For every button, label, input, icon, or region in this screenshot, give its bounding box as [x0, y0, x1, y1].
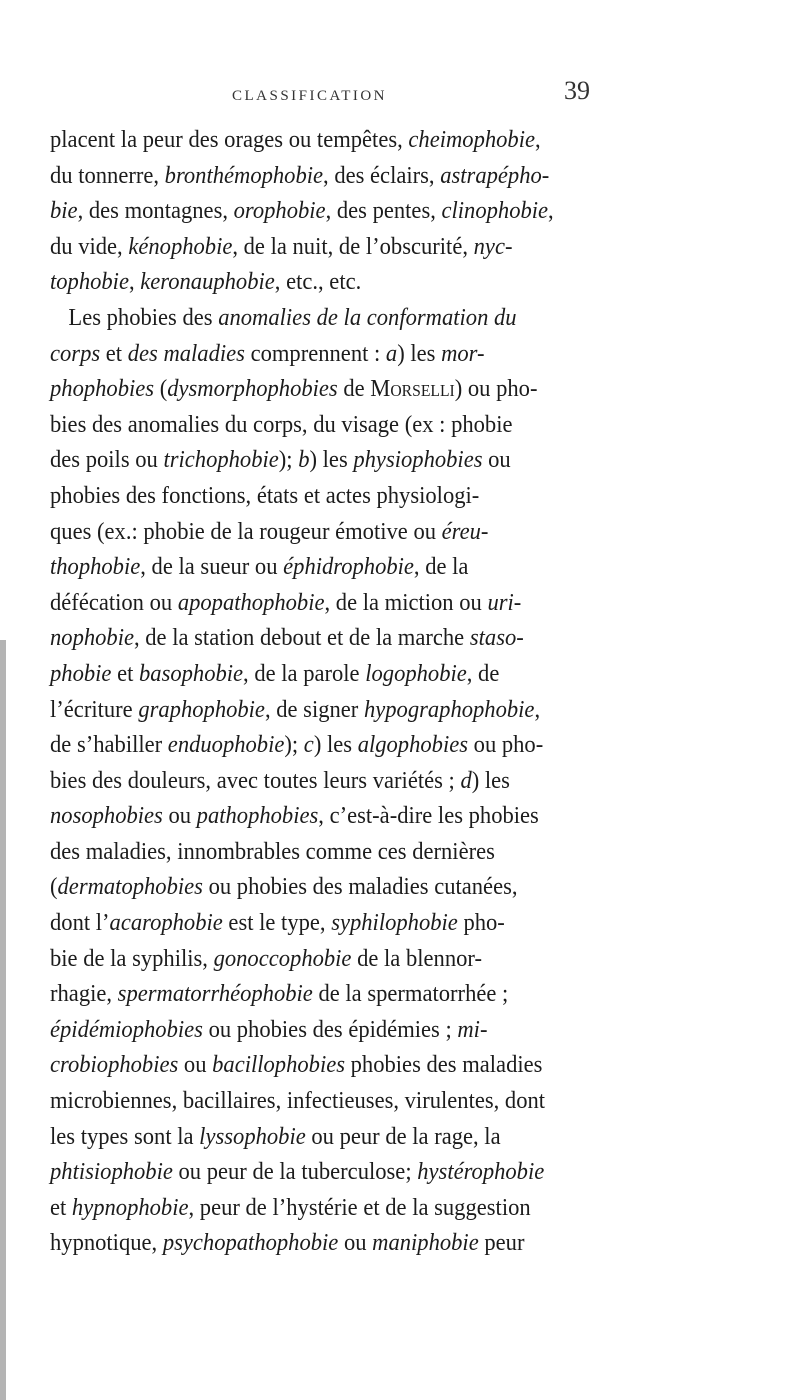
text-line — [50, 1225, 750, 1261]
text-run: ou pho- — [468, 731, 544, 759]
text-line — [50, 1047, 750, 1083]
italic-term: phtisiophobie — [50, 1158, 173, 1186]
italic-term: épidémiophobies — [50, 1015, 203, 1043]
italic-term: enduophobie — [167, 731, 285, 759]
body-text — [50, 122, 800, 1261]
text-line — [50, 798, 750, 834]
text-run: ); — [284, 731, 304, 759]
text-run: , — [548, 197, 554, 225]
italic-term: tophobie — [50, 268, 129, 296]
text-run: ) les — [471, 766, 510, 794]
italic-term: mi- — [457, 1015, 488, 1043]
text-run: ou — [162, 802, 197, 830]
text-line — [50, 229, 750, 265]
italic-term: dermatophobies — [57, 873, 203, 901]
text-line — [50, 158, 750, 194]
text-run: défécation ou — [50, 588, 178, 616]
italic-term: d — [460, 766, 472, 794]
text-run: , de la sueur ou — [140, 553, 284, 581]
italic-term: keronauphobie — [140, 268, 275, 296]
text-run: rhagie, — [50, 980, 118, 1008]
italic-term: algophobies — [357, 731, 469, 759]
text-line — [50, 1119, 750, 1155]
text-run: , de signer — [264, 695, 364, 723]
italic-term: bie — [50, 197, 78, 225]
text-run: du vide, — [50, 232, 129, 260]
text-run: , peur de l’hystérie et de la suggestion — [188, 1193, 531, 1221]
text-run: ou phobies des maladies cutanées, — [202, 873, 518, 901]
text-line — [50, 976, 750, 1012]
italic-term: basophobie — [138, 659, 244, 687]
text-run: ) les — [313, 731, 358, 759]
text-run: ( — [154, 375, 168, 403]
text-run: dont l’ — [50, 909, 110, 937]
italic-term: anomalies de la conformation du — [218, 303, 517, 331]
text-run: comprennent : — [244, 339, 386, 367]
text-run: des maladies, innombrables comme ces dernières — [50, 837, 495, 865]
text-run: , des montagnes, — [77, 197, 234, 225]
text-run: l’écriture — [50, 695, 139, 723]
italic-term: lyssophobie — [199, 1122, 306, 1150]
text-run: microbiennes, bacillaires, infectieuses, virulentes, dont — [50, 1087, 546, 1115]
text-run: des poils ou — [50, 446, 164, 474]
text-run: du tonnerre, — [50, 161, 165, 189]
text-run: est le type, — [222, 909, 332, 937]
text-line — [50, 336, 750, 372]
text-run: ou — [338, 1229, 373, 1257]
text-run: , de la nuit, de l’obscurité, — [232, 232, 474, 260]
italic-term: apopathophobie — [177, 588, 325, 616]
text-run: , de la station debout et de la marche — [133, 624, 470, 652]
italic-term: staso- — [469, 624, 524, 652]
text-line — [50, 300, 750, 336]
italic-term: corps — [50, 339, 101, 367]
italic-term: bacillophobies — [212, 1051, 346, 1079]
text-run: bies des anomalies du corps, du visage (ex : phobie — [50, 410, 513, 438]
italic-term: uri- — [487, 588, 522, 616]
text-run: de la spermatorrhée ; — [312, 980, 509, 1008]
text-run: , etc., etc. — [274, 268, 362, 296]
italic-term: b — [298, 446, 310, 474]
text-line — [50, 122, 750, 158]
text-line — [50, 620, 750, 656]
text-run: pho- — [457, 909, 505, 937]
text-run: , des éclairs, — [323, 161, 441, 189]
italic-term: des maladies — [127, 339, 245, 367]
text-run: Morselli — [370, 375, 455, 403]
italic-term: éphidrophobie — [283, 553, 414, 581]
italic-term: nophobie — [50, 624, 134, 652]
italic-term: gonoccophobie — [213, 944, 352, 972]
text-run: de s’habiller — [50, 731, 168, 759]
text-run: phobies des fonctions, états et actes physiologi- — [50, 481, 480, 509]
italic-term: bronthémophobie — [164, 161, 324, 189]
text-line — [50, 727, 750, 763]
italic-term: graphophobie — [138, 695, 265, 723]
text-run: ( — [50, 873, 58, 901]
text-line — [50, 371, 750, 407]
text-run: bies des douleurs, avec toutes leurs variétés ; — [50, 766, 461, 794]
text-run: et — [50, 1193, 72, 1221]
text-run: , de la miction ou — [324, 588, 488, 616]
italic-term: syphilophobie — [331, 909, 458, 937]
text-line — [50, 478, 750, 514]
text-run: et — [111, 659, 139, 687]
italic-term: trichophobie — [163, 446, 279, 474]
italic-term: pathophobies — [196, 802, 319, 830]
italic-term: phobie — [50, 659, 112, 687]
text-run: de — [337, 375, 371, 403]
text-line — [50, 1154, 750, 1190]
italic-term: maniphobie — [372, 1229, 479, 1257]
text-line — [50, 869, 750, 905]
text-run: ) ou pho- — [454, 375, 538, 403]
italic-term: hypnophobie — [71, 1193, 189, 1221]
italic-term: cheimophobie — [408, 126, 536, 153]
text-run: ou peur de la rage, la — [305, 1122, 501, 1150]
italic-term: acarophobie — [109, 909, 223, 937]
text-run: , des pentes, — [325, 197, 442, 225]
text-run: ) les — [397, 339, 442, 367]
text-line — [50, 1083, 750, 1119]
italic-term: orophobie — [233, 197, 326, 225]
italic-term: phophobies — [50, 375, 155, 403]
text-line — [50, 585, 750, 621]
text-run: ); — [278, 446, 299, 474]
italic-term: éreu- — [441, 517, 489, 545]
text-run: les types sont la — [50, 1122, 200, 1150]
text-line — [50, 1012, 750, 1048]
text-line — [50, 264, 750, 300]
italic-term: nosophobies — [50, 802, 163, 830]
text-run: de la blennor- — [351, 944, 482, 972]
text-line — [50, 692, 750, 728]
text-line — [50, 834, 750, 870]
text-run: ques (ex.: phobie de la rougeur émotive ou — [50, 517, 442, 545]
italic-term: nyc- — [473, 232, 513, 260]
text-line — [50, 656, 750, 692]
italic-term: mor- — [441, 339, 485, 367]
text-run: ou — [482, 446, 511, 474]
text-run: , c’est-à-dire les phobies — [318, 802, 539, 830]
text-line — [50, 407, 750, 443]
italic-term: hypographophobie — [363, 695, 535, 723]
text-run: et — [100, 339, 128, 367]
text-line — [50, 193, 750, 229]
italic-term: psychopathophobie — [162, 1229, 339, 1257]
italic-term: crobiophobies — [50, 1051, 179, 1079]
text-run: ou phobies des épidémies ; — [202, 1015, 458, 1043]
text-line — [50, 1190, 750, 1226]
text-run: peur — [478, 1229, 525, 1257]
italic-term: spermatorrhéophobie — [117, 980, 313, 1008]
page-number: 39 — [564, 76, 590, 105]
text-line — [50, 442, 750, 478]
text-run: ) les — [309, 446, 354, 474]
text-run: bie de la syphilis, — [50, 944, 214, 972]
italic-term: c — [303, 731, 314, 759]
italic-term: dysmorphophobies — [167, 375, 338, 403]
page-binding-shadow — [0, 640, 6, 1400]
text-run: , de la — [413, 553, 469, 581]
text-run: , — [128, 268, 141, 296]
text-run: , de la parole — [243, 659, 366, 687]
text-run: Les phobies des — [68, 303, 219, 331]
text-line — [50, 514, 750, 550]
italic-term: astrapépho- — [440, 161, 550, 189]
text-run: placent la peur des orages ou tempêtes, — [50, 126, 409, 153]
text-line — [50, 763, 750, 799]
text-line — [50, 941, 750, 977]
text-run: , de — [466, 659, 500, 687]
italic-term: logophobie — [365, 659, 467, 687]
text-run: hypnotique, — [50, 1229, 163, 1257]
italic-term: physiophobies — [353, 446, 483, 474]
text-line — [50, 905, 750, 941]
text-run: , — [535, 126, 541, 153]
text-run: ou peur de la tuberculose; — [172, 1158, 418, 1186]
text-run: phobies des maladies — [345, 1051, 543, 1079]
running-title: CLASSIFICATION — [232, 88, 388, 104]
italic-term: hystérophobie — [417, 1158, 545, 1186]
text-line — [50, 549, 750, 585]
text-run: ou — [178, 1051, 213, 1079]
italic-term: thophobie — [50, 553, 141, 581]
italic-term: a — [385, 339, 398, 367]
italic-term: kénophobie — [128, 232, 233, 260]
italic-term: clinophobie — [441, 197, 549, 225]
text-run: , — [534, 695, 541, 723]
